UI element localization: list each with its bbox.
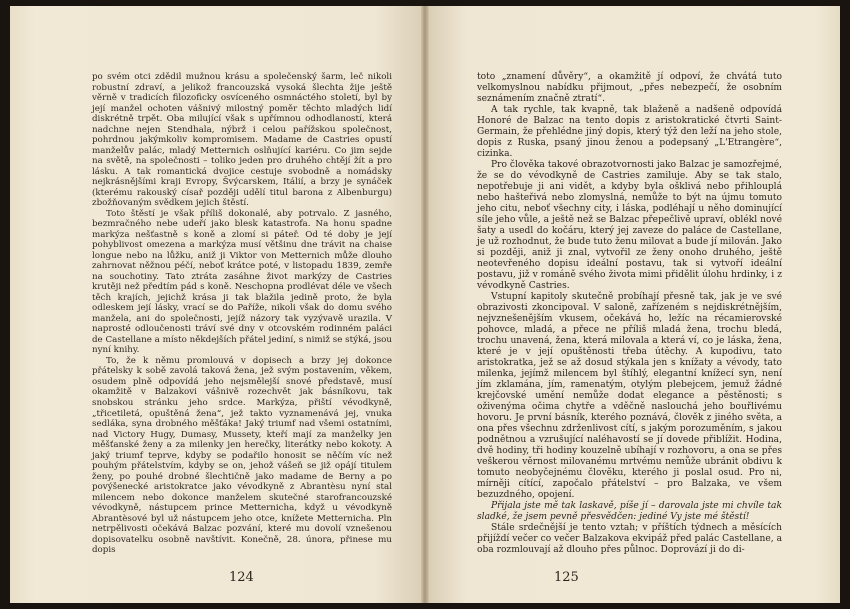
right-paragraph: Vstupní kapitoly skutečně probíhají přesně tak, jak je ve své obrazivosti zkoncipoval. V saloně, zařízeném s nejdiskrétnějším, nejvznešenějším vkusem, očekává ho, ležíc na récamierovské pohovce, mladá, a přece ne příliš mladá žena, trochu bledá, trochu unavená, žena, která milovala a která ví, co je láska, žena, které je v její opuštěnosti třeba útěchy. A kupodivu, tato aristokratka, jež se až dosud stýkala jen s knížaty a vévody, tato milenka, jejímž milencem byl štíhlý, elegantní knížecí syn, není jím zklamána, jím, ramenatým, otylým plebejcem, jemuž žádné krejčovské umění nemůže dodat elegance a pěstěnosti; s oživenýma očima chytře a vděčně naslouchá jeho bouřlivému hovoru. Je první básník, kterého poznává, člověk z jiného světa, a ona přes všechnu zdrženlivost cítí, s jakým porozuměním, s jakou podnětnou a vzrušující naléhavostí se jí dovede přiblížit. Hodina, dvě hodiny, tři hodiny kouzelně ubíhají v rozhovoru, a ona se přes veškerou věrnost milovanému mrtvému nemůže ubránit obdivu k tomuto neobyčejnému člověku, kterého ji poslal osud. Pro ni, mírněji cítící, započalo přátelství – pro Balzaka, ve všem bezuzdného, opojení. [477, 292, 782, 500]
right-paragraph: Pro člověka takové obrazotvornosti jako Balzac je samozřejmé, že se do vévodkyně de Castries zamiluje. Aby se tak stalo, nepotřebuje ji ani vidět, a kdyby byla ošklivá nebo přihlouplá nebo hašteřivá nebo zlomyslná, nemůže to být na újmu tomuto jeho citu, neboť všechny city, i láska, podléhají u něho dominující síle jeho vůle, a ještě než se Balzac přepečlivě upraví, oblékl nové šaty a usedl do kočáru, který jej zaveze do paláce de Castellane, je už rozhodnut, že bude tuto ženu milovat a bude jí milován. Jako si později, aniž ji znal, vytvořil ze ženy onoho druhého, ještě neotevřeného dopisu ideální postavu, tak si vytvoří ideální postavu, již v románě svého života mimi přidělit úlohu hrdinky, i z vévodkyně Castries. [477, 160, 782, 291]
left-page [10, 6, 425, 603]
right-paragraph: Stále srdečnější je tento vztah; v příštích týdnech a měsících přijíždí večer co večer Balzakova ekvipáž před palác Castellane, a oba rozmlouvají až dlouho přes půlnoc. Doprovází ji do di- [477, 523, 782, 555]
right-page [425, 6, 840, 603]
right-page-number: 125 [554, 570, 579, 585]
open-book [10, 6, 840, 603]
left-paragraph: po svém otci zdědil mužnou krásu a společenský šarm, leč nikoli robustní zdraví, a jelikož francouzská vysoká šlechta žije ještě věrně v tradicích filozoficky osvíceného osmnáctého století, byl by její manžel ochoten vášnivý milostný poměr těchto mladých lidí diskrétně trpět. Oba milující však s upřímnou odhodlaností, která nadchne nejen Stendhala, nýbrž i celou pařížskou společnost, pohrdnou jakýmkoliv kompromisem. Madame de Castries opustí manželův palác, mladý Metternich oslňující kariéru. Co jim sejde na světě, na společnosti – toliko jeden pro druhého chtějí žít a pro lásku. A tak romantická dvojice cestuje svobodně a nomádsky nejkrásnějšími kraji Evropy, Švýcarskem, Itálií, a brzy je synáček (kterému rakouský císař později udělí titul barona z Albenburgu) zbožňovaným svědkem jejich štěstí. [92, 72, 392, 209]
book-gutter [421, 6, 429, 603]
left-paragraph: To, že k němu promlouvá v dopisech a brzy jej dokonce přátelsky k sobě zavolá taková žena, jež svým postavením, věkem, osudem plně odpovídá jeho nejsmělejší snové představě, musí okamžitě v Balzakovi vášnivě rozechvět jak básníkovu, tak snobskou stránku jeho srdce. Markýza, přiští vévodkyně, „třicetiletá, opuštěná žena“, jež takto vyznamenává jej, vnuka sedláka, syna drobného měšťáka! Jaký triumf nad všemi ostatními, nad Victory Hugy, Dumasy, Mussety, kteří mají za manželky jen měšťanské ženy a za milenky jen herečky, literátky nebo kokoty. A jaký triumf teprve, kdyby se podařilo honosit se něčím víc než pouhým přátelstvím, kdyby se on, jehož vášeň se již opájí titulem ženy, po pouhé drobné šlechtičně jako madame de Berny a po povýšenecké aristokratce jako vévodkyně z Abrantèsu nyní stal milencem nebo dokonce manželem skutečné starofrancouzské vévodkyně, nástupcem prince Metternicha, když u vévodkyně Abrantèsové byl už nástupcem jeho otce, knížete Metternicha. Pln netrpělivosti očekává Balzac pozvání, které mu dovolí vznešenou dopisovatelku osobně navštívit. Konečně, 28. února, přinese mu dopis [92, 355, 392, 556]
left-page-text [92, 72, 392, 556]
right-paragraph: toto „znamení důvěry“, a okamžitě jí odpoví, že chvátá tuto velkomyslnou nabídku přijmout, „přes nebezpečí, že osobním seznámením značně ztratí“. [477, 72, 782, 104]
left-page-number: 124 [229, 570, 254, 585]
left-paragraph: Toto štěstí je však příliš dokonalé, aby potrvalo. Z jasného, bezmračného nebe udeří jako blesk katastrofa. Na honu spadne markýza nešťastně s koně a zlomí si páteř. Od té doby je její pohyblivost omezena a markýza musí většinu dne trávit na chaise longue nebo na lůžku, aniž ji Viktor von Metternich může dlouho zahrnovat něžnou péčí, neboť krátce poté, v listopadu 1839, zemře na souchotiny. Tato ztráta zasáhne život markýzy de Castries krutěji než předtím pád s koně. Neschopna prodlévat déle ve všech těch krajích, jejichž krása ji tak blažila jedině proto, že byla odleskem její lásky, vrací se do Paříže, nikoli však do domu svého manžela, ani do společnosti, jejíž názory tak vyzývavě urazila. V naprosté odloučenosti tráví své dny v otcovském rodinném paláci de Castellane a místo někdejších přátel jediní, s nimiž se stýká, jsou nyní knihy. [92, 208, 392, 356]
right-paragraph: A tak rychle, tak kvapně, tak blaženě a nadšeně odpovídá Honoré de Balzac na tento dopis z aristokratické čtvrti Saint-Germain, že přehlédne jiný dopis, který týž den leží na jeho stole, dopis z Ruska, psaný jinou ženou a podepsaný „L'Etrangère“, cizinka. [477, 105, 782, 159]
right-page-text [477, 72, 782, 556]
right-quote-paragraph: Přijala jste mě tak laskavě, píše jí – darovala jste mi chvíle tak sladké, že jsem pevně přesvědčen: jediné Vy jste mé štěstí! [477, 501, 782, 522]
